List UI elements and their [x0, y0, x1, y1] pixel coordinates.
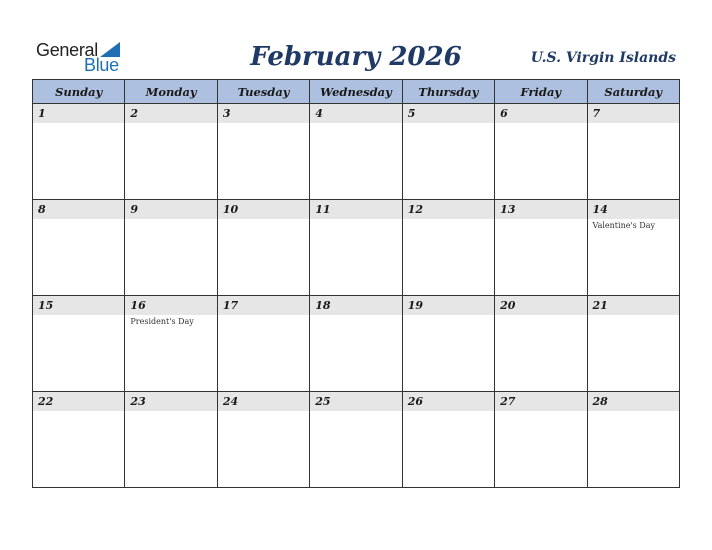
day-cell	[310, 104, 402, 200]
day-number: 15	[38, 299, 54, 312]
weekday-header-thursday: Thursday	[402, 80, 494, 104]
day-number: 27	[500, 395, 516, 408]
holiday-label: President's Day	[130, 317, 194, 326]
day-number-band	[588, 200, 679, 219]
day-cell	[495, 104, 587, 200]
weekday-header-wednesday: Wednesday	[310, 80, 402, 104]
day-number: 6	[500, 107, 508, 120]
day-number: 23	[130, 395, 146, 408]
day-cell	[587, 392, 679, 488]
day-number-band	[588, 104, 679, 123]
calendar-title: February 2026	[250, 42, 462, 72]
generalblue-logo	[36, 40, 136, 74]
day-number: 12	[407, 203, 423, 216]
day-number-band	[33, 392, 124, 411]
day-number: 16	[130, 299, 146, 312]
day-number: 2	[130, 107, 139, 120]
day-cell	[310, 392, 402, 488]
day-cell	[310, 296, 402, 392]
weekday-header-sunday: Sunday	[33, 80, 125, 104]
day-number-band	[495, 296, 586, 315]
day-number: 11	[315, 203, 331, 216]
week-row	[33, 392, 680, 488]
day-cell	[587, 200, 679, 296]
holiday-label: Valentine's Day	[592, 221, 655, 230]
day-cell	[33, 200, 125, 296]
day-number-band	[33, 200, 124, 219]
weekday-header-monday: Monday	[125, 80, 217, 104]
day-number-band	[310, 200, 401, 219]
day-number: 4	[315, 107, 323, 120]
day-cell	[310, 200, 402, 296]
calendar-grid	[32, 79, 680, 488]
day-cell	[33, 104, 125, 200]
day-number: 17	[222, 299, 239, 312]
logo-text-blue: Blue	[84, 55, 119, 75]
day-number: 1	[38, 107, 46, 120]
day-cell	[402, 200, 494, 296]
day-cell	[217, 200, 309, 296]
day-number-band	[33, 296, 124, 315]
week-row	[33, 104, 680, 200]
day-number-band	[218, 200, 309, 219]
day-cell	[125, 104, 217, 200]
day-cell	[587, 104, 679, 200]
day-number-band	[403, 104, 494, 123]
day-number: 10	[222, 203, 239, 216]
day-number: 20	[500, 299, 516, 312]
day-number-band	[125, 200, 216, 219]
day-number-band	[495, 200, 586, 219]
day-cell	[402, 104, 494, 200]
day-number-band	[403, 392, 494, 411]
day-number-band	[125, 104, 216, 123]
day-number-band	[218, 392, 309, 411]
day-number-band	[218, 104, 309, 123]
day-number-band	[403, 200, 494, 219]
day-number: 7	[592, 107, 601, 120]
day-number: 3	[222, 107, 231, 120]
day-number-band	[125, 392, 216, 411]
day-number: 28	[592, 395, 608, 408]
day-number-band	[588, 296, 679, 315]
day-cell	[33, 296, 125, 392]
day-number: 14	[592, 203, 608, 216]
weekday-header-saturday: Saturday	[587, 80, 679, 104]
day-number-band	[495, 392, 586, 411]
day-number: 22	[38, 395, 54, 408]
day-number-band	[218, 296, 309, 315]
weekday-header-tuesday: Tuesday	[217, 80, 309, 104]
day-cell	[495, 392, 587, 488]
region-name: U.S. Virgin Islands	[530, 50, 676, 66]
day-number-band	[33, 104, 124, 123]
day-cell	[125, 392, 217, 488]
day-cell	[402, 392, 494, 488]
weekday-header-friday: Friday	[495, 80, 587, 104]
day-cell	[33, 392, 125, 488]
day-number-band	[495, 104, 586, 123]
day-number: 8	[38, 203, 46, 216]
weekday-header-row	[33, 80, 680, 104]
day-number: 13	[500, 203, 516, 216]
day-cell	[495, 296, 587, 392]
day-number: 25	[315, 395, 331, 408]
day-number: 9	[130, 203, 139, 216]
week-row	[33, 296, 680, 392]
day-number: 21	[592, 299, 608, 312]
day-cell	[125, 200, 217, 296]
logo-text-general: General	[36, 40, 98, 60]
day-cell	[587, 296, 679, 392]
day-number-band	[125, 296, 216, 315]
day-cell	[217, 392, 309, 488]
day-number: 26	[407, 395, 423, 408]
day-cell	[402, 296, 494, 392]
day-number: 18	[315, 299, 331, 312]
day-number: 5	[407, 107, 416, 120]
day-cell	[217, 296, 309, 392]
week-row	[33, 200, 680, 296]
day-number-band	[310, 104, 401, 123]
day-cell	[217, 104, 309, 200]
day-number-band	[588, 392, 679, 411]
day-number-band	[310, 296, 401, 315]
day-number-band	[403, 296, 494, 315]
day-cell	[495, 200, 587, 296]
day-number-band	[310, 392, 401, 411]
day-cell	[125, 296, 217, 392]
day-number: 19	[407, 299, 423, 312]
day-number: 24	[222, 395, 239, 408]
